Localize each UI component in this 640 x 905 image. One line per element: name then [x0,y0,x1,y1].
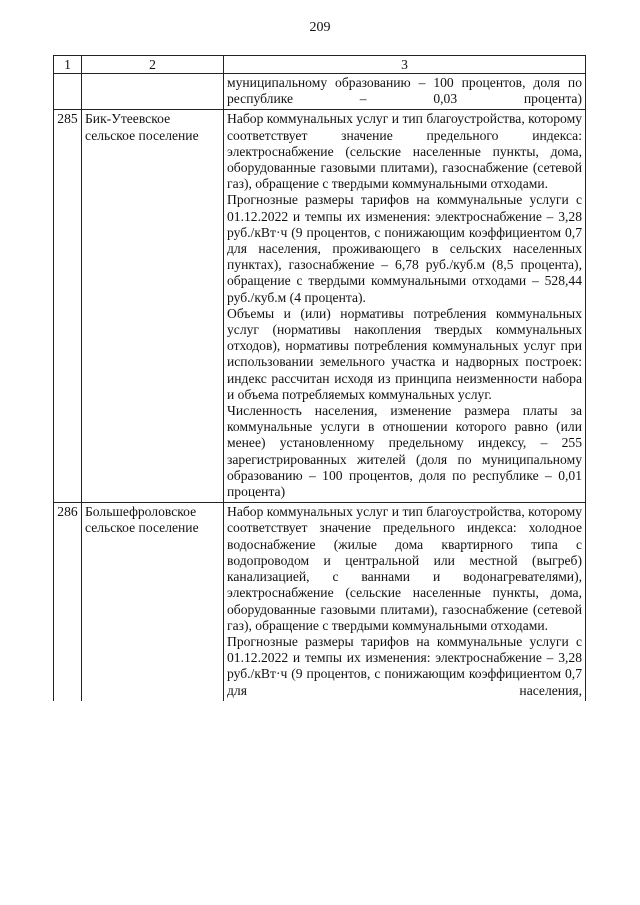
row-number: 286 [54,503,82,701]
description-paragraph: Прогнозные размеры тарифов на коммунальные услуги с 01.12.2022 и темпы их изменения: электроснабжение – 3,28 руб./кВт·ч (9 процентов, с понижающим коэффициентом 0,7 для населения, [227,633,582,698]
row-description [224,74,586,110]
column-header-1: 1 [54,56,82,74]
document-table [53,55,586,701]
table-header-row [54,56,586,74]
column-header-2: 2 [82,56,224,74]
description-paragraph: Набор коммунальных услуг и тип благоустройства, которому соответствует значение предельного индекса: холодное водоснабжение (жилые дома квартирного типа с водопроводом и центральной или местной (выгреб) канализацией, с ваннами и водонагревателями), электроснабжение (сельские населенные пункты, дома, оборудованные газовыми плитами), газоснабжение (сетевой газ), обращение с твердыми коммунальными отходами. [227,504,582,633]
description-paragraph: муниципальному образованию – 100 процентов, доля по республике – 0,03 процента) [227,75,582,107]
description-paragraph: Набор коммунальных услуг и тип благоустройства, которому соответствует значение предельного индекса: электроснабжение (сельские населенные пункты, дома, оборудованные газовыми плитами), газоснабжение (сетевой газ), обращение с твердыми коммунальными отходами. [227,111,582,192]
page-number: 209 [309,20,331,35]
row-number [54,74,82,110]
description-paragraph: Прогнозные размеры тарифов на коммунальные услуги с 01.12.2022 и темпы их изменения: электроснабжение – 3,28 руб./кВт·ч (9 процентов, с понижающим коэффициентом 0,7 для населения, проживающего в сельских населенных пунктах), газоснабжение – 6,78 руб./куб.м (8,5 процента), обращение с твердыми коммунальными отходами – 528,44 руб./куб.м (4 процента). [227,192,582,305]
row-description [224,110,586,503]
row-number: 285 [54,110,82,503]
description-paragraph: Численность населения, изменение размера платы за коммунальные услуги в отношении которого равно (или менее) установленному предельному индексу, – 255 зарегистрированных жителей (доля по муниципальному образованию – 100 процентов, доля по республике – 0,01 процента) [227,403,582,500]
description-paragraph: Объемы и (или) нормативы потребления коммунальных услуг (нормативы накопления твердых коммунальных отходов), нормативы потребления коммунальных услуг при использовании земельного участка и надворных построек: индекс рассчитан исходя из принципа неизменности набора и объема потребляемых коммунальных услуг. [227,305,582,402]
table-row [54,110,586,503]
settlement-name [82,74,224,110]
row-description [224,503,586,701]
column-header-3: 3 [224,56,586,74]
table-row [54,74,586,110]
settlement-name: Большефроловское сельское поселение [82,503,224,701]
settlement-name: Бик-Утеевское сельское поселение [82,110,224,503]
table-row [54,503,586,701]
